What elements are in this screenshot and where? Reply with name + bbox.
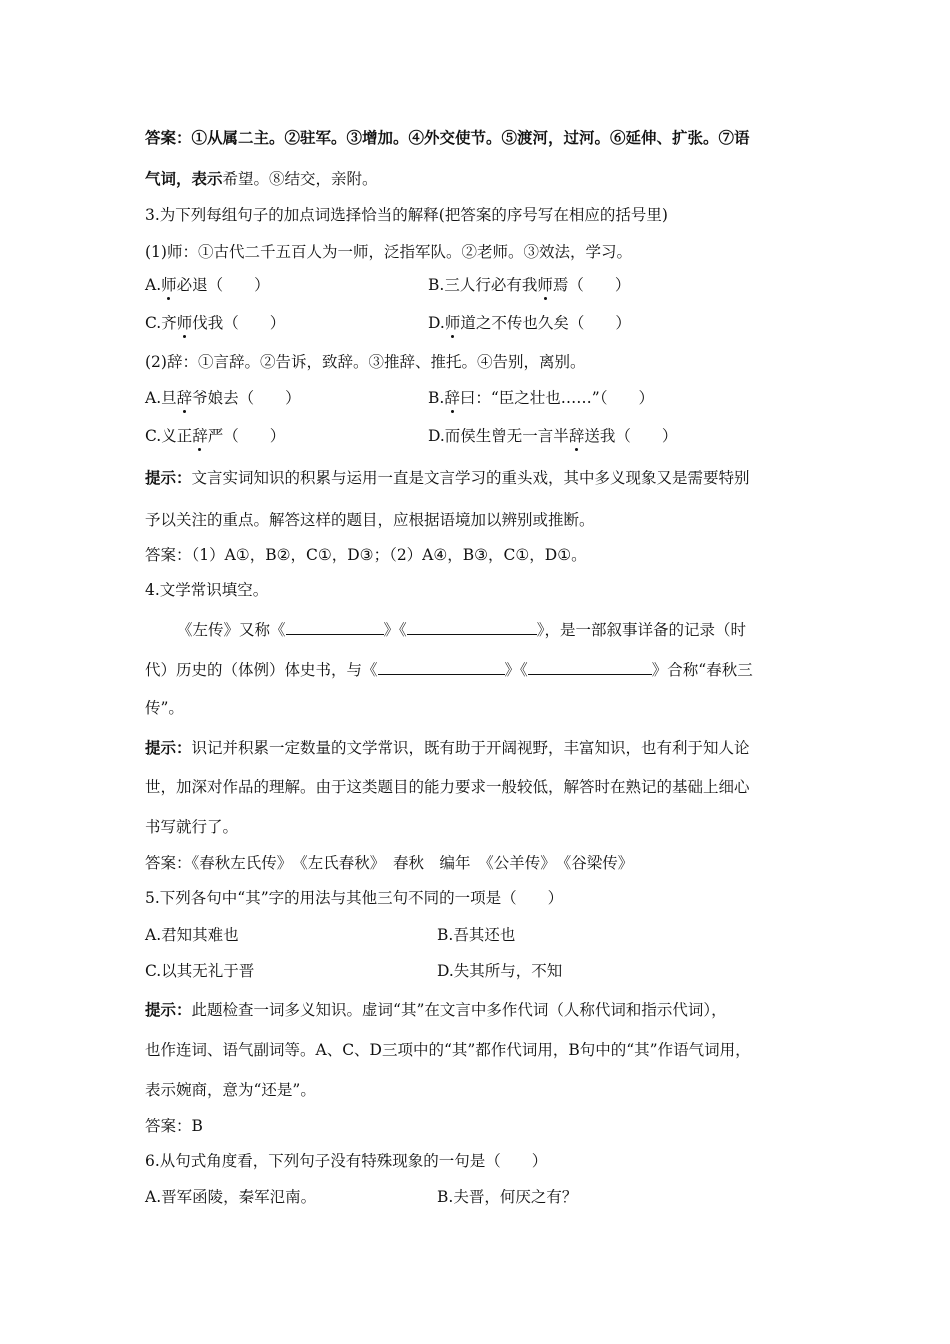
q6-option-b: B.夫晋，何厌之有？ [437, 1188, 578, 1206]
q4-hint-line1: 提示：识记并积累一定数量的文学常识，既有助于开阔视野，丰富知识，也有利于知人论 [145, 738, 750, 757]
q5-hint-line2: 也作连词、语气副词等。A、C、D三项中的“其”都作代词用，B句中的“其”作语气词用， [145, 1041, 751, 1059]
q3-g1-option-a: A.师必退（ ） [145, 276, 270, 294]
q4-stem: 4.文学常识填空。 [145, 581, 269, 599]
emphasis-dot-char: 辞 [192, 427, 208, 445]
emphasis-dot-char: 辞 [568, 427, 585, 445]
q2-answer-line1: 答案：①从属二主。②驻军。③增加。④外交使节。⑤渡河，过河。⑥延伸、扩张。⑦语 [145, 128, 750, 147]
q3-g1-option-c: C.齐师伐我（ ） [145, 314, 286, 332]
q5-hint-line3: 表示婉商，意为“还是”。 [145, 1081, 316, 1099]
q3-group2-head: (2)辞：①言辞。②告诉，致辞。③推辞、推托。④告别，离别。 [145, 353, 586, 371]
q5-stem: 5.下列各句中“其”字的用法与其他三句不同的一项是（ ） [145, 889, 564, 907]
q3-group1-head: (1)师：①古代二千五百人为一师，泛指军队。②老师。③效法，学习。 [145, 243, 632, 261]
q5-option-d: D.失其所与，不知 [437, 962, 563, 980]
emphasis-dot-char: 师 [444, 314, 461, 332]
q3-g1-option-b: B.三人行必有我师焉（ ） [428, 276, 631, 294]
q5-option-b: B.吾其还也 [437, 926, 516, 944]
q4-answer: 答案：《春秋左氏传》 《左氏春秋》 春秋 编年 《公羊传》 《谷梁传》 [145, 854, 634, 872]
hint-label: 提示： [145, 1000, 192, 1019]
q3-g2-option-b: B.辞曰：“臣之壮也……”（ ） [428, 389, 654, 407]
answer-label: 答案： [145, 128, 192, 147]
q3-g2-option-d: D.而侯生曾无一言半辞送我（ ） [428, 427, 678, 445]
q4-fill-line2: 代）历史的（体例）体史书，与《 》《 》合称“春秋三 [145, 658, 753, 680]
q6-stem: 6.从句式角度看，下列句子没有特殊现象的一句是（ ） [145, 1152, 548, 1170]
q3-answer: 答案：（1）A①，B②，C①，D③；（2）A④，B③，C①，D①。 [145, 546, 587, 564]
q3-g2-option-a: A.旦辞爷娘去（ ） [145, 389, 301, 407]
q3-g1-option-d: D.师道之不传也久矣（ ） [428, 314, 631, 332]
emphasis-dot-char: 辞 [176, 389, 193, 407]
q3-g2-option-c: C.义正辞严（ ） [145, 427, 286, 445]
q6-option-a: A.晋军函陵，秦军氾南。 [145, 1188, 317, 1206]
q4-hint-line3: 书写就行了。 [145, 818, 239, 836]
emphasis-dot-char: 师 [176, 314, 193, 332]
answer-blank[interactable] [378, 658, 505, 675]
q5-option-c: C.以其无礼于晋 [145, 962, 255, 980]
hint-label: 提示： [145, 738, 192, 757]
q4-fill-line3: 传”。 [145, 699, 184, 717]
q4-fill-line1: 《左传》又称《 》《 》，是一部叙事详备的记录（时 [177, 618, 746, 640]
q2-answer-line2: 气词，表示希望。⑧结交，亲附。 [145, 169, 378, 188]
q5-answer: 答案：B [145, 1117, 203, 1135]
answer-blank[interactable] [407, 618, 537, 635]
emphasis-dot-char: 师 [161, 276, 177, 294]
emphasis-dot-char: 师 [537, 276, 553, 294]
emphasis-dot-char: 辞 [444, 389, 460, 407]
answer-blank[interactable] [528, 658, 652, 675]
q5-hint-line1: 提示：此题检查一词多义知识。虚词“其”在文言中多作代词（人称代词和指示代词）， [145, 1000, 727, 1019]
q3-hint-line2: 予以关注的重点。解答这样的题目，应根据语境加以辨别或推断。 [145, 511, 595, 529]
q4-hint-line2: 世，加深对作品的理解。由于这类题目的能力要求一般较低，解答时在熟记的基础上细心 [145, 778, 750, 796]
answer-blank[interactable] [286, 618, 384, 635]
q5-option-a: A.君知其难也 [145, 926, 239, 944]
hint-label: 提示： [145, 468, 192, 487]
q3-hint-line1: 提示：文言实词知识的积累与运用一直是文言学习的重头戏，其中多义现象又是需要特别 [145, 468, 750, 487]
q3-stem: 3.为下列每组句子的加点词选择恰当的解释(把答案的序号写在相应的括号里) [145, 206, 668, 224]
